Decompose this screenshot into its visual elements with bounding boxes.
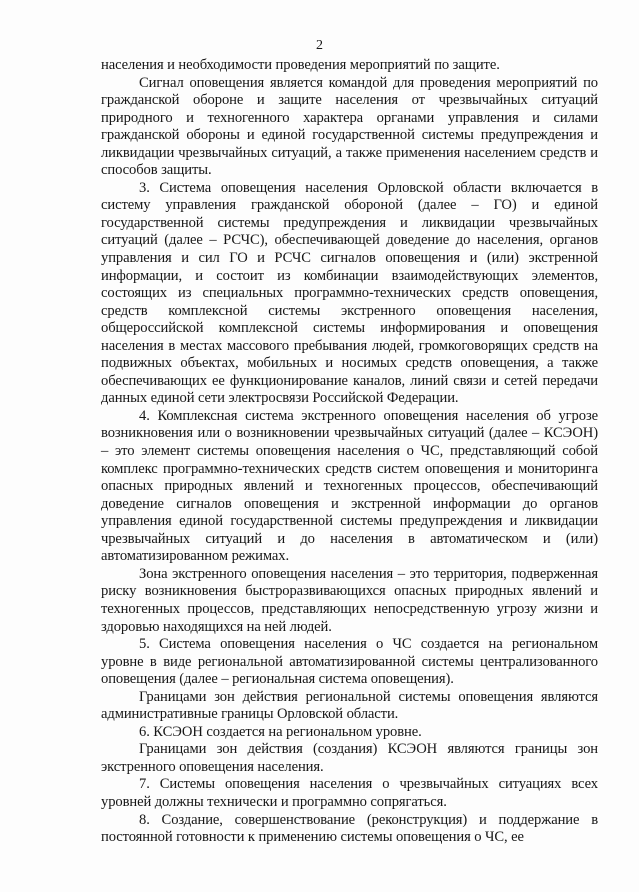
paragraph-signal-definition: Сигнал оповещения является командой для проведения мероприятий по гражданской обороне и защите населения от чрезвычайных ситуаций природного и техногенного характера органами управления и силами гражданской обороны и единой государственной системы предупреждения и ликвидации чрезвычайных ситуаций, а также применения населением средств и способов защиты. [101, 74, 598, 179]
paragraph-item-3: 3. Система оповещения населения Орловской области включается в систему управления гражданской обороной (далее – ГО) и единой государственной системы предупреждения и ликвидации чрезвычайных ситуаций (далее – РСЧС), обеспечивающей доведение до населения, органов управления и сил ГО и РСЧС сигналов оповещения и (или) экстренной информации, и состоит из комбинации взаимодействующих элементов, состоящих из специальных программно-технических средств оповещения, средств комплексной системы экстренного оповещения населения, общероссийской комплексной системы информирования и оповещения населения в местах массового пребывания людей, громкоговорящих средств на подвижных объектах, мобильных и носимых средств оповещения, а также обеспечивающих ее функционирование каналов, линий связи и сетей передачи данных единой сети электросвязи Российской Федерации. [101, 179, 598, 407]
paragraph-item-4: 4. Комплексная система экстренного оповещения населения об угрозе возникновения или о возникновении чрезвычайных ситуаций (далее – КСЭОН) – это элемент системы оповещения населения о ЧС, представляющий собой комплекс программно-технических средств систем оповещения и мониторинга опасных природных явлений и техногенных процессов, обеспечивающий доведение сигналов оповещения и экстренной информации до органов управления единой государственной системы предупреждения и ликвидации чрезвычайных ситуаций и до населения в автоматическом и (или) автоматизированном режимах. [101, 407, 598, 565]
paragraph-item-7: 7. Системы оповещения населения о чрезвычайных ситуациях всех уровней должны технически и программно сопрягаться. [101, 776, 598, 810]
paragraph-continuation: населения и необходимости проведения мероприятий по защите. [101, 57, 500, 73]
document-body [101, 57, 598, 847]
paragraph-regional-boundaries: Границами зон действия региональной системы оповещения являются административные границы Орловской области. [101, 688, 598, 723]
page-number: 2 [316, 38, 323, 53]
paragraph-item-5: 5. Система оповещения населения о ЧС создается на региональном уровне в виде региональной автоматизированной системы централизованного оповещения (далее – региональная система оповещения). [101, 636, 598, 688]
paragraph-warning-zone: Зона экстренного оповещения населения – это территория, подверженная риску возникновения быстроразвивающихся опасных природных явлений и техногенных процессов, представляющих непосредственную угрозу жизни и здоровью находящихся на ней людей. [101, 565, 598, 635]
paragraph-item-6: 6. КСЭОН создается на региональном уровне. [139, 723, 422, 740]
paragraph-item-8: 8. Создание, совершенствование (реконструкция) и поддержание в постоянной готовности к применению системы оповещения о ЧС, ее [101, 811, 598, 846]
paragraph-kseon-boundaries: Границами зон действия (создания) КСЭОН являются границы зон экстренного оповещения населения. [101, 741, 598, 775]
